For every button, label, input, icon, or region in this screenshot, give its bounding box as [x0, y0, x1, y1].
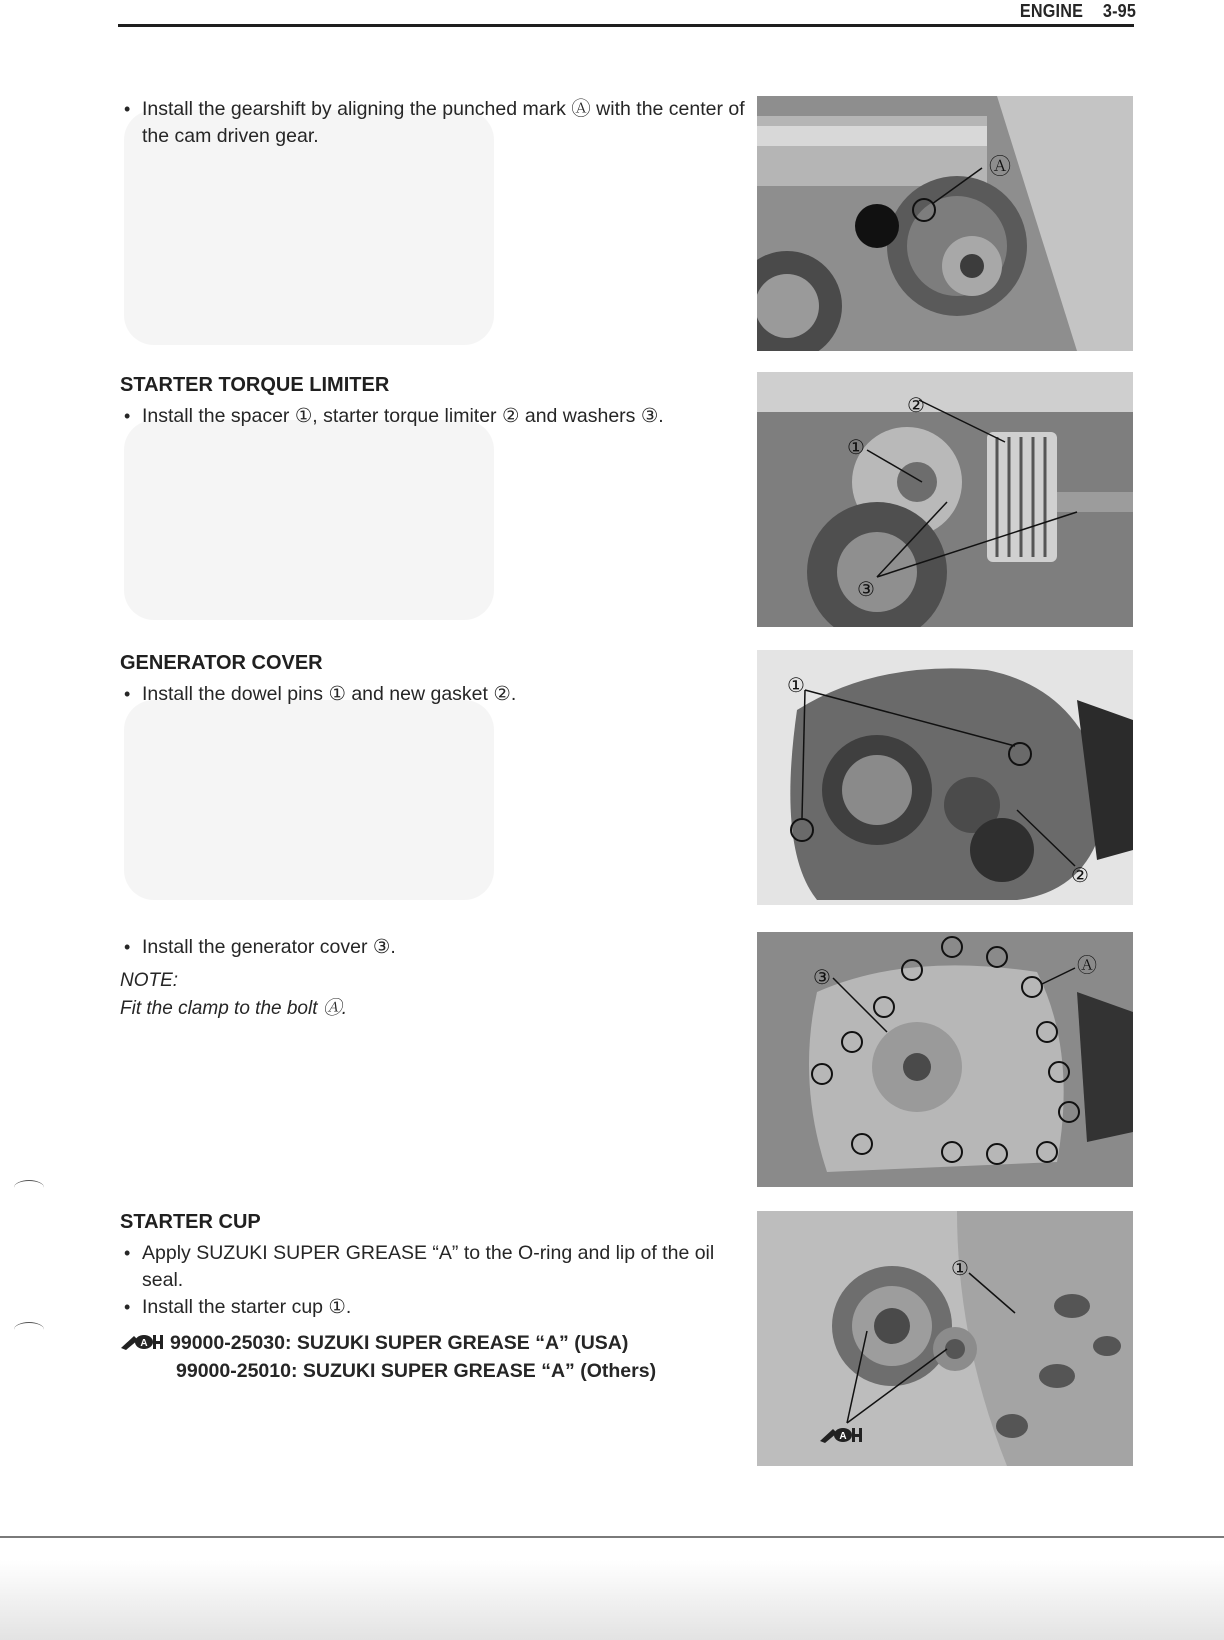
torque-limiter-photo-art [757, 372, 1133, 627]
callout-label: Ⓐ [1077, 953, 1097, 977]
section-heading: GENERATOR COVER [120, 652, 323, 674]
section-starter-cup [120, 1211, 740, 1385]
instruction-bullet: • Install the spacer ①, starter torque limiter ② and washers ③. [120, 403, 740, 430]
generator-cover-photo-art [757, 932, 1133, 1187]
photo-starter-torque-limiter [757, 372, 1133, 627]
header-section: ENGINE [1019, 1, 1084, 21]
section-generator-cover-install [120, 934, 740, 1023]
section-starter-torque-limiter [120, 374, 740, 430]
scan-margin-mark [14, 1322, 44, 1337]
note-text: Fit the clamp to the bolt Ⓐ. [120, 998, 348, 1019]
callout-label: ① [787, 673, 805, 697]
section-heading: STARTER TORQUE LIMITER [120, 374, 390, 396]
starter-cup-photo-art [757, 1211, 1133, 1466]
dowel-photo-art [757, 650, 1133, 905]
bleed-through-ghost [124, 700, 494, 900]
callout-label: Ⓐ [989, 155, 1012, 180]
svg-text:A: A [140, 1338, 148, 1349]
instruction-bullet: • Install the gearshift by aligning the punched mark Ⓐ with the center of the cam driven gear. [120, 96, 752, 150]
section-generator-cover [120, 652, 740, 708]
grease-icon [120, 1330, 164, 1352]
section-gearshift [120, 96, 745, 150]
photo-gearshift [757, 96, 1133, 351]
instruction-bullet: • Apply SUZUKI SUPER GREASE “A” to the O-ring and lip of the oil seal. [120, 1240, 742, 1294]
callout-label: ② [1071, 863, 1089, 887]
scan-footer-shade [0, 1560, 1224, 1640]
grease-spec-line [120, 1357, 740, 1385]
photo-generator-cover [757, 932, 1133, 1187]
photo-starter-cup [757, 1211, 1133, 1466]
header-rule [118, 24, 1134, 27]
grease-spec-usa: 99000-25030: SUZUKI SUPER GREASE “A” (USA) [170, 1332, 629, 1354]
callout-label: ② [907, 393, 925, 417]
bleed-through-ghost [124, 420, 494, 620]
gearshift-photo-art [757, 96, 1133, 351]
callout-label: ③ [813, 965, 831, 989]
page-header [1000, 1, 1136, 22]
note-label: NOTE: [120, 970, 179, 991]
footer-rule [0, 1536, 1224, 1538]
photo-generator-dowels [757, 650, 1133, 905]
callout-label: ① [951, 1256, 969, 1280]
header-page-number: 3-95 [1102, 1, 1136, 21]
grease-spec-others: 99000-25010: SUZUKI SUPER GREASE “A” (Others) [176, 1360, 657, 1382]
instruction-bullet: • Install the starter cup ①. [120, 1294, 740, 1321]
grease-icon-letter: A [839, 1431, 847, 1442]
scan-margin-mark [14, 1180, 44, 1195]
instruction-bullet: • Install the generator cover ③. [120, 934, 740, 961]
section-heading: STARTER CUP [120, 1211, 261, 1233]
instruction-bullet: • Install the dowel pins ① and new gasket ②. [120, 681, 740, 708]
grease-spec-line [120, 1329, 740, 1357]
callout-label: ③ [857, 577, 875, 601]
callout-label: ① [847, 435, 865, 459]
